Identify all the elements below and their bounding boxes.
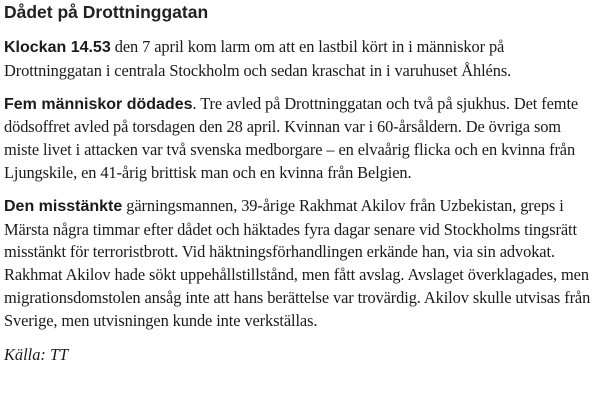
source-credit: Källa: TT	[4, 344, 69, 364]
paragraph-suspect	[4, 195, 598, 333]
fact-box	[4, 0, 598, 366]
paragraph-lead: Klockan 14.53	[4, 39, 111, 56]
paragraph-text: . Tre avled på Drottninggatan och två på sjukhus. Det femte dödsoffret avled på torsdagen den 28 april. Kvinnan var i 60-årsåldern. De övriga som miste livet i attacken var två svenska medborgare – en elvaårig flicka och en kvinna från Ljungskile, en 41-årig brittisk man och en kvinna från Belgien.	[4, 93, 579, 182]
paragraph-text: den 7 april kom larm om att en lastbil kört in i människor på Drottninggatan i centrala Stockholm och sedan kraschat in i varuhuset Åhléns.	[4, 37, 512, 80]
fact-box-title: Dådet på Drottninggatan	[4, 2, 209, 22]
paragraph-victims	[4, 93, 598, 185]
paragraph-lead: Fem människor dödades	[4, 95, 193, 113]
paragraph-lead: Den misstänkte	[4, 197, 123, 215]
paragraph-text: gärningsmannen, 39-årige Rakhmat Akilov från Uzbekistan, greps i Märsta några timmar efter dådet och häktades fyra dagar senare vid Stockholms tingsrätt misstänkt för terroristbrott. Vid häktningsförhandlingen erkände han, via sin advokat. Rakhmat Akilov hade sökt uppehållstillstånd, men fått avslag. Avslaget överklagades, men migrationsdomstolen ansåg inte att hans berättelse var trovärdig. Akilov skulle utvisas från Sverige, men utvisningen kunde inte verkställas.	[4, 195, 591, 330]
paragraph-time	[4, 36, 598, 83]
